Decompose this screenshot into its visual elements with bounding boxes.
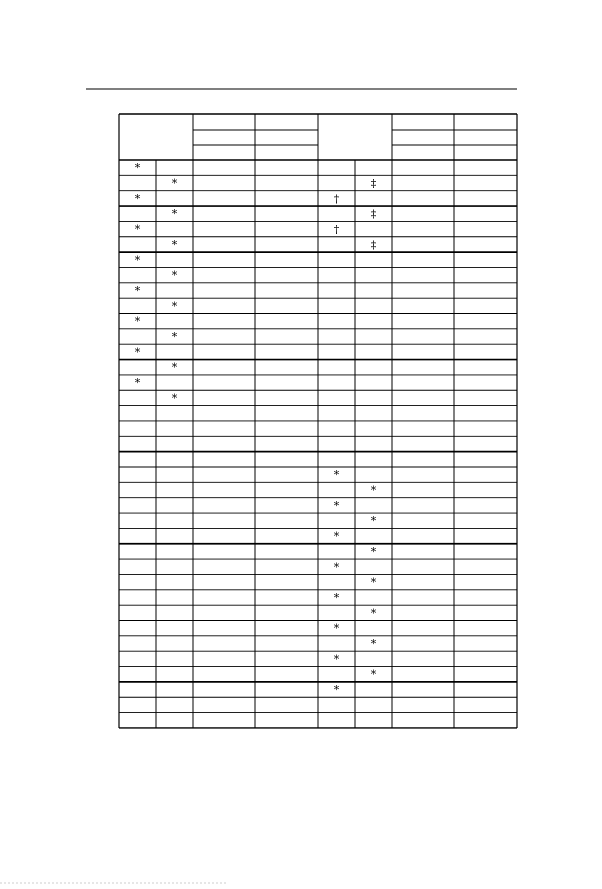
- double-dagger-mark: ‡: [370, 177, 377, 191]
- asterisk-mark: *: [370, 514, 377, 528]
- asterisk-mark: *: [171, 269, 178, 283]
- asterisk-mark: *: [333, 468, 340, 482]
- asterisk-mark: *: [370, 576, 377, 590]
- asterisk-mark: *: [171, 361, 178, 375]
- asterisk-mark: *: [134, 223, 141, 237]
- table-grid: [119, 114, 517, 728]
- asterisk-mark: *: [134, 315, 141, 329]
- asterisk-mark: *: [370, 637, 377, 651]
- asterisk-mark: *: [171, 238, 178, 252]
- asterisk-mark: *: [134, 253, 141, 267]
- asterisk-mark: *: [370, 545, 377, 559]
- asterisk-mark: *: [370, 668, 377, 682]
- asterisk-mark: *: [134, 345, 141, 359]
- asterisk-mark: *: [134, 376, 141, 390]
- asterisk-mark: *: [333, 591, 340, 605]
- asterisk-mark: *: [370, 484, 377, 498]
- asterisk-mark: *: [171, 207, 178, 221]
- asterisk-mark: *: [171, 391, 178, 405]
- asterisk-mark: *: [333, 683, 340, 697]
- double-dagger-mark: ‡: [370, 238, 377, 252]
- dagger-mark: †: [333, 223, 340, 237]
- asterisk-mark: *: [171, 299, 178, 313]
- asterisk-mark: *: [333, 652, 340, 666]
- asterisk-mark: *: [134, 161, 141, 175]
- asterisk-mark: *: [134, 284, 141, 298]
- asterisk-mark: *: [370, 606, 377, 620]
- footnote-marks: [135, 162, 377, 697]
- asterisk-mark: *: [333, 622, 340, 636]
- asterisk-mark: *: [333, 530, 340, 544]
- asterisk-mark: *: [333, 560, 340, 574]
- double-dagger-mark: ‡: [370, 207, 377, 221]
- asterisk-mark: *: [333, 499, 340, 513]
- asterisk-mark: *: [171, 177, 178, 191]
- asterisk-mark: *: [134, 192, 141, 206]
- dagger-mark: †: [333, 192, 340, 206]
- asterisk-mark: *: [171, 330, 178, 344]
